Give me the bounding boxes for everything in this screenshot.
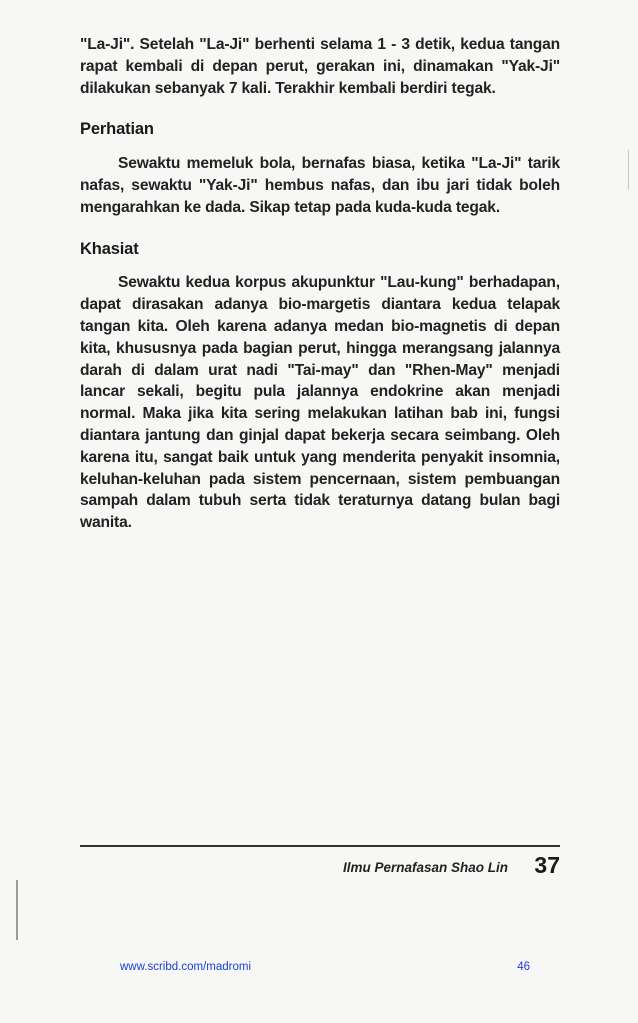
footer-page-number: 37 xyxy=(534,852,560,878)
footer-book-title: Ilmu Pernafasan Shao Lin xyxy=(342,860,508,875)
intro-paragraph: "La-Ji". Setelah "La-Ji" berhenti selama 1 - 3 detik, kedua tangan rapat kembali di depan perut, gerakan ini, dinamakan "Yak-Ji" dilakukan sebanyak 7 kali. Terakhir kembali berdiri tegak. xyxy=(80,36,560,97)
khasiat-paragraph: Sewaktu kedua korpus akupunktur "Lau-kung" berhadapan, dapat dirasakan adanya bio-margetis diantara kedua telapak tangan kita. Oleh karena adanya medan bio-magnetis di depan kita, khususnya pada bagian perut, hingga merangsang jalannya darah di dalam urat nadi "Tai-may" dan "Rhen-May" menjadi lancar sekali, begitu pula jalannya endokrine akan menjadi normal. Maka jika kita sering melakukan latihan bab ini, fungsi diantara jantung dan ginjal dapat bekerja secara seimbang. Oleh karena itu, sangat baik untuk yang menderita penyakit insomnia, keluhan-keluhan pada sistem pencernaan, sistem pembuangan sampah dalam tubuh serta tidak teraturnya datang bulan bagi wanita. xyxy=(80,274,560,532)
khasiat-heading: Khasiat xyxy=(80,239,139,258)
perhatian-paragraph: Sewaktu memeluk bola, bernafas biasa, ketika "La-Ji" tarik nafas, sewaktu "Yak-Ji" hembus nafas, dan ibu jari tidak boleh mengarahkan ke dada. Sikap tetap pada kuda-kuda tegak. xyxy=(80,155,560,216)
footer-divider xyxy=(80,845,560,847)
scan-artifact-mark xyxy=(628,150,629,190)
source-page-index: 46 xyxy=(517,961,530,973)
body-text-block xyxy=(80,34,560,534)
binding-edge-mark xyxy=(16,880,18,940)
source-url-link[interactable]: www.scribd.com/madromi xyxy=(120,961,251,973)
perhatian-heading: Perhatian xyxy=(80,120,154,139)
